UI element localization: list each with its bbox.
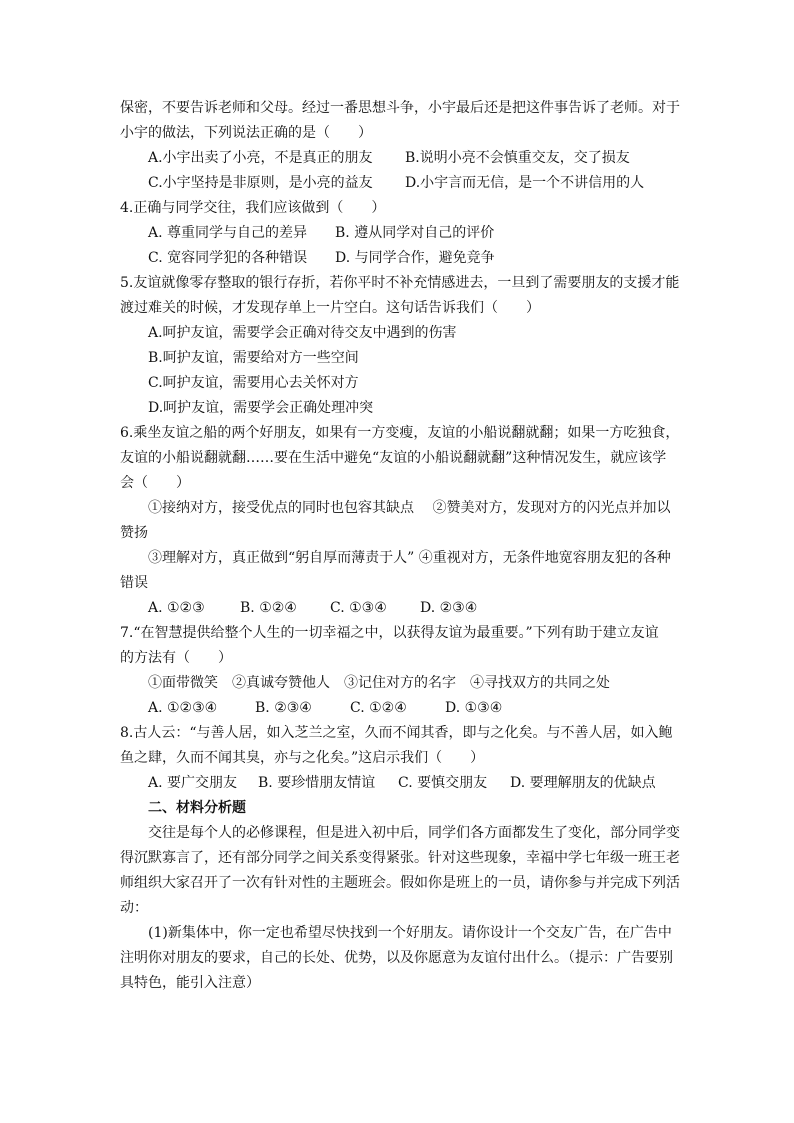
q7-option-b: B. ②③④ [255, 700, 312, 716]
q3-stem-line-1: 保密，不要告诉老师和父母。经过一番思想斗争，小宇最后还是把这件事告诉了老师。对于 [120, 100, 680, 116]
task1-line-3: 具特色，能引入注意） [120, 975, 260, 991]
q4-option-d: D. 与同学合作，避免竞争 [335, 250, 495, 266]
q5-option-b: B.呵护友谊，需要给对方一些空间 [148, 350, 359, 366]
q6-option-b: B. ①②④ [240, 600, 297, 616]
q5-stem-line-1: 5.友谊就像零存整取的银行存折，若你平时不补充情感进去，一旦到了需要朋友的支援才能 [120, 275, 680, 291]
q5-option-a: A.呵护友谊，需要学会正确对待交友中遇到的伤害 [148, 325, 457, 341]
q5-stem-line-2: 渡过难关的时候，才发现存单上一片空白。这句话告诉我们（ ） [120, 300, 540, 316]
material-line-1: 交往是每个人的必修课程，但是进入初中后，同学们各方面都发生了变化，部分同学变 [148, 825, 680, 841]
task1-line-1: (1)新集体中，你一定也希望尽快找到一个好朋友。请你设计一个交友广告，在广告中 [148, 925, 672, 941]
material-line-4: 动： [120, 900, 148, 916]
q8-stem-line-1: 8.古人云：“与善人居，如入芝兰之室，久而不闻其香，即与之化矣。与不善人居，如入鲍 [120, 725, 673, 741]
q7-option-c: C. ①②④ [350, 700, 407, 716]
q7-items: ①面带微笑 ②真诚夸赞他人 ③记住对方的名字 ④寻找双方的共同之处 [148, 675, 610, 691]
section-heading: 二、材料分析题 [148, 800, 246, 816]
q8-option-d: D. 要理解朋友的优缺点 [510, 775, 656, 791]
q8-option-b: B. 要珍惜朋友情谊 [258, 775, 376, 791]
material-line-2: 得沉默寡言了，还有部分同学之间关系变得紧张。针对这些现象，幸福中学七年级一班王老 [120, 850, 680, 866]
q6-stem-line-2: 友谊的小船说翻就翻……要在生活中避免“友谊的小船说翻就翻”这种情况发生，就应该学 [120, 450, 667, 466]
q6-item-line-1: ①接纳对方，接受优点的同时也包容其缺点 ②赞美对方，发现对方的闪光点并加以 [148, 500, 671, 516]
q4-option-b: B. 遵从同学对自己的评价 [335, 225, 495, 241]
q7-stem-line-1: 7.“在智慧提供给整个人生的一切幸福之中，以获得友谊为最重要。”下列有助于建立友谊 [120, 625, 659, 641]
q8-option-a: A. 要广交朋友 [148, 775, 238, 791]
q3-option-c: C.小宇坚持是非原则，是小亮的益友 [148, 175, 373, 191]
q5-option-d: D.呵护友谊，需要学会正确处理冲突 [148, 400, 374, 416]
q6-option-a: A. ①②③ [148, 600, 205, 616]
task1-line-2: 注明你对朋友的要求，自己的长处、优势，以及你愿意为友谊付出什么。（提示：广告要别 [120, 950, 673, 966]
q7-option-a: A. ①②③④ [148, 700, 218, 716]
q5-option-c: C.呵护友谊，需要用心去关怀对方 [148, 375, 359, 391]
q7-stem-line-2: 的方法有（ ） [120, 650, 232, 666]
q3-option-b: B.说明小亮不会慎重交友，交了损友 [405, 150, 630, 166]
q6-stem-line-1: 6.乘坐友谊之船的两个好朋友，如果有一方变瘦，友谊的小船说翻就翻；如果一方吃独食， [120, 425, 680, 441]
material-line-3: 师组织大家召开了一次有针对性的主题班会。假如你是班上的一员，请你参与并完成下列活 [120, 875, 680, 891]
q4-option-c: C. 宽容同学犯的各种错误 [148, 250, 308, 266]
q3-option-a: A.小宇出卖了小亮，不是真正的朋友 [148, 150, 373, 166]
q6-option-d: D. ②③④ [420, 600, 478, 616]
q3-stem-line-2: 小宇的做法，下列说法正确的是（ ） [120, 125, 372, 141]
q3-option-d: D.小宇言而无信，是一个不讲信用的人 [405, 175, 645, 191]
q8-option-c: C. 要慎交朋友 [398, 775, 488, 791]
q6-stem-line-3: 会（ ） [120, 475, 190, 491]
q4-stem: 4.正确与同学交往，我们应该做到（ ） [120, 200, 386, 216]
q6-item-line-2: 赞扬 [120, 525, 148, 541]
q7-option-d: D. ①③④ [445, 700, 503, 716]
q4-option-a: A. 尊重同学与自己的差异 [148, 225, 308, 241]
q6-item-line-3: ③理解对方，真正做到“躬自厚而薄责于人” ④重视对方，无条件地宽容朋友犯的各种 [148, 550, 671, 566]
q6-option-c: C. ①③④ [330, 600, 387, 616]
q6-item-line-4: 错误 [120, 575, 148, 591]
q8-stem-line-2: 鱼之肆，久而不闻其臭，亦与之化矣。”这启示我们（ ） [120, 750, 485, 766]
